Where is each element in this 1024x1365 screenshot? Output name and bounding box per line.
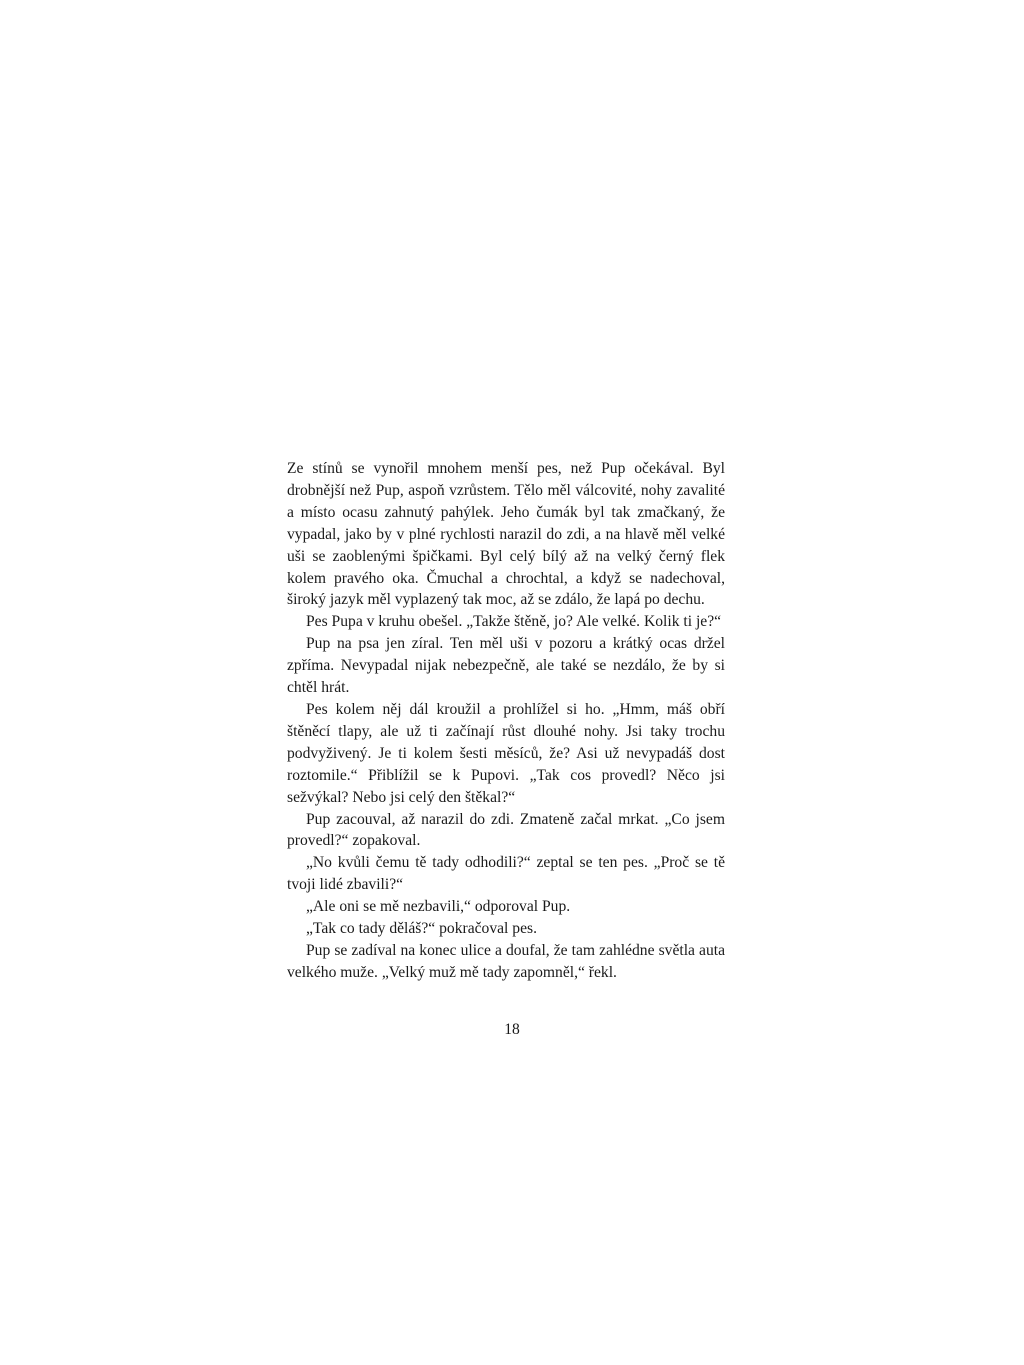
paragraph-8: „Tak co tady děláš?“ pokračoval pes. (306, 920, 537, 938)
paragraph-6: „No kvůli čemu tě tady odhodili?“ zeptal se ten pes. „Proč se tě tvoji lidé zbavili?“ (287, 854, 725, 894)
page-number: 18 (504, 1021, 520, 1038)
body-text (287, 458, 725, 984)
paragraph-9: Pup se zadíval na konec ulice a doufal, že tam zahlédne světla auta velkého muže. „Velký muž mě tady zapomněl,“ řekl. (287, 941, 725, 981)
paragraph-4: Pes kolem něj dál kroužil a prohlížel si ho. „Hmm, máš obří štěněcí tlapy, ale už ti začínají růst dlouhé nohy. Jsi taky trochu podvyživený. Je ti kolem šesti měsíců, že? Asi už nevypadáš dost roztomile.“ Přiblížil se k Pupovi. „Tak cos provedl? Něco jsi sežvýkal? Nebo jsi celý den štěkal?“ (287, 700, 725, 806)
paragraph-7: „Ale oni se mě nezbavili,“ odporoval Pup. (306, 898, 571, 916)
paragraph-2: Pes Pupa v kruhu obešel. „Takže štěně, jo? Ale velké. Kolik ti je?“ (306, 613, 722, 631)
paragraph-5: Pup zacouval, až narazil do zdi. Zmateně začal mrkat. „Co jsem provedl?“ zopakoval. (287, 810, 725, 850)
paragraph-1: Ze stínů se vynořil mnohem menší pes, než Pup očekával. Byl drobnější než Pup, aspoň vzrůstem. Tělo měl válcovité, nohy zavalité a místo ocasu zahnutý pahýlek. Jeho čumák byl tak zmačkaný, že vypadal, jako by v plné rychlosti narazil do zdi, a na hlavě měl velké uši se zaoblenými špičkami. Byl celý bílý až na velký černý flek kolem pravého oka. Čmuchal a chrochtal, a když se nadechoval, široký jazyk měl vyplazený tak moc, až se zdálo, že lapá po dechu. (287, 460, 725, 609)
paragraph-3: Pup na psa jen zíral. Ten měl uši v pozoru a krátký ocas držel zpříma. Nevypadal nijak nebezpečně, ale také se nezdálo, že by si chtěl hrát. (287, 635, 725, 697)
